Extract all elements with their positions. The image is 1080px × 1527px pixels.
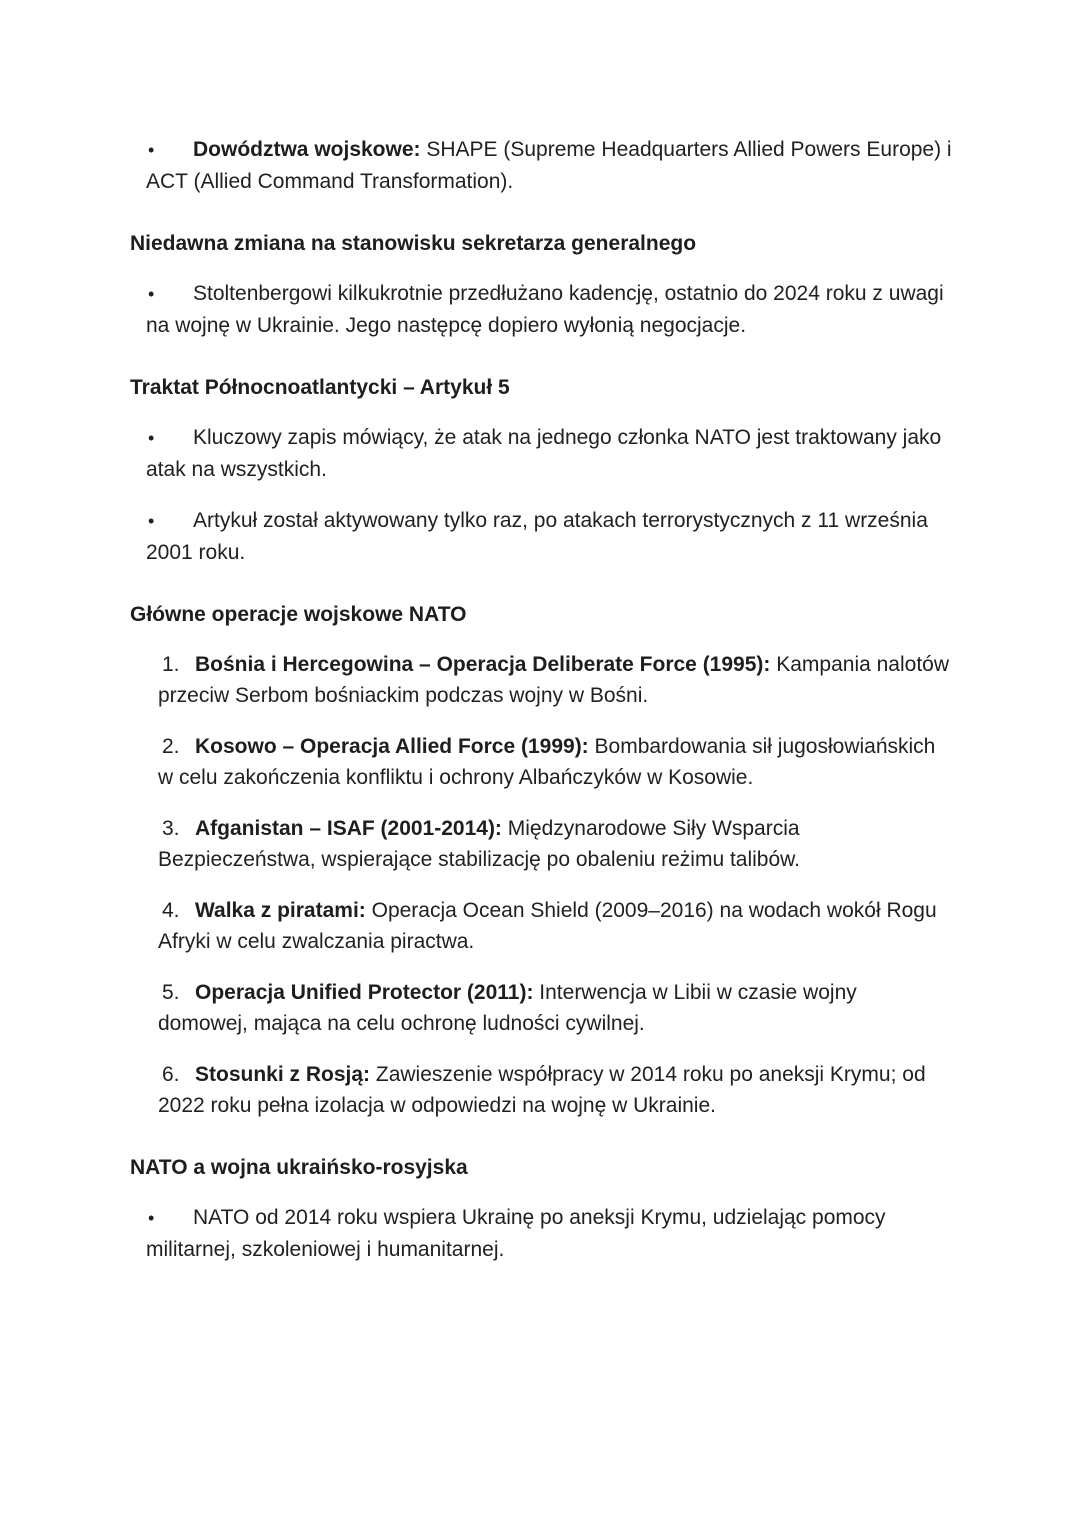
numbered-item xyxy=(158,731,952,793)
item-text: Międzynarodowe Siły Wsparcia Bezpieczeństwa, wspierające stabilizację po obaleniu reżimu talibów. xyxy=(158,817,801,871)
bullet-item xyxy=(146,134,952,197)
bullet-item xyxy=(146,422,952,485)
section-heading: Główne operacje wojskowe NATO xyxy=(130,603,467,626)
item-text: Kluczowy zapis mówiący, że atak na jednego członka NATO jest traktowany jako atak na wszystkich. xyxy=(146,426,942,481)
bullet-marker: • xyxy=(148,511,155,531)
item-number: 5. xyxy=(162,981,180,1004)
item-number: 1. xyxy=(162,653,180,676)
item-lead: Bośnia i Hercegowina – Operacja Deliberate Force (1995): xyxy=(195,653,771,676)
item-text: Stoltenbergowi kilkukrotnie przedłużano kadencję, ostatnio do 2024 roku z uwagi na wojnę w Ukrainie. Jego następcę dopiero wyłonią negocjacje. xyxy=(146,282,944,337)
section-heading: Traktat Północnoatlantycki – Artykuł 5 xyxy=(130,376,510,399)
document-content xyxy=(130,134,952,1265)
section-heading: NATO a wojna ukraińsko-rosyjska xyxy=(130,1156,468,1179)
item-text: NATO od 2014 roku wspiera Ukrainę po aneksji Krymu, udzielając pomocy militarnej, szkoleniowej i humanitarnej. xyxy=(146,1206,886,1261)
numbered-item xyxy=(158,895,952,957)
numbered-item xyxy=(158,813,952,875)
numbered-item xyxy=(158,649,952,711)
item-text: Interwencja w Libii w czasie wojny domowej, mająca na celu ochronę ludności cywilnej. xyxy=(158,981,857,1035)
bullet-item xyxy=(146,278,952,341)
bullet-marker: • xyxy=(148,1208,155,1228)
item-lead: Operacja Unified Protector (2011): xyxy=(195,981,534,1004)
bullet-marker: • xyxy=(148,284,155,304)
item-text: Artykuł został aktywowany tylko raz, po atakach terrorystycznych z 11 września 2001 roku. xyxy=(146,509,928,564)
item-text: Zawieszenie współpracy w 2014 roku po aneksji Krymu; od 2022 roku pełna izolacja w odpowiedzi na wojnę w Ukrainie. xyxy=(158,1063,926,1117)
item-lead: Kosowo – Operacja Allied Force (1999): xyxy=(195,735,589,758)
item-number: 4. xyxy=(162,899,180,922)
numbered-item xyxy=(158,977,952,1039)
item-number: 3. xyxy=(162,817,180,840)
item-lead: Stosunki z Rosją: xyxy=(195,1063,371,1086)
bullet-marker: • xyxy=(148,428,155,448)
item-lead: Walka z piratami: xyxy=(195,899,366,922)
item-text: SHAPE (Supreme Headquarters Allied Powers Europe) i ACT (Allied Command Transformation). xyxy=(146,138,952,193)
numbered-item xyxy=(158,1059,952,1121)
item-text: Bombardowania sił jugosłowiańskich w celu zakończenia konfliktu i ochrony Albańczyków w Kosowie. xyxy=(158,735,936,789)
section-heading: Niedawna zmiana na stanowisku sekretarza generalnego xyxy=(130,232,697,255)
bullet-marker: • xyxy=(148,140,155,160)
item-number: 6. xyxy=(162,1063,180,1086)
bullet-item xyxy=(146,505,952,568)
item-text: Operacja Ocean Shield (2009–2016) na wodach wokół Rogu Afryki w celu zwalczania piractwa. xyxy=(158,899,937,953)
bullet-item xyxy=(146,1202,952,1265)
item-number: 2. xyxy=(162,735,180,758)
item-lead: Afganistan – ISAF (2001-2014): xyxy=(195,817,502,840)
item-lead: Dowództwa wojskowe: xyxy=(193,138,421,161)
item-text: Kampania nalotów przeciw Serbom bośniackim podczas wojny w Bośni. xyxy=(158,653,950,707)
